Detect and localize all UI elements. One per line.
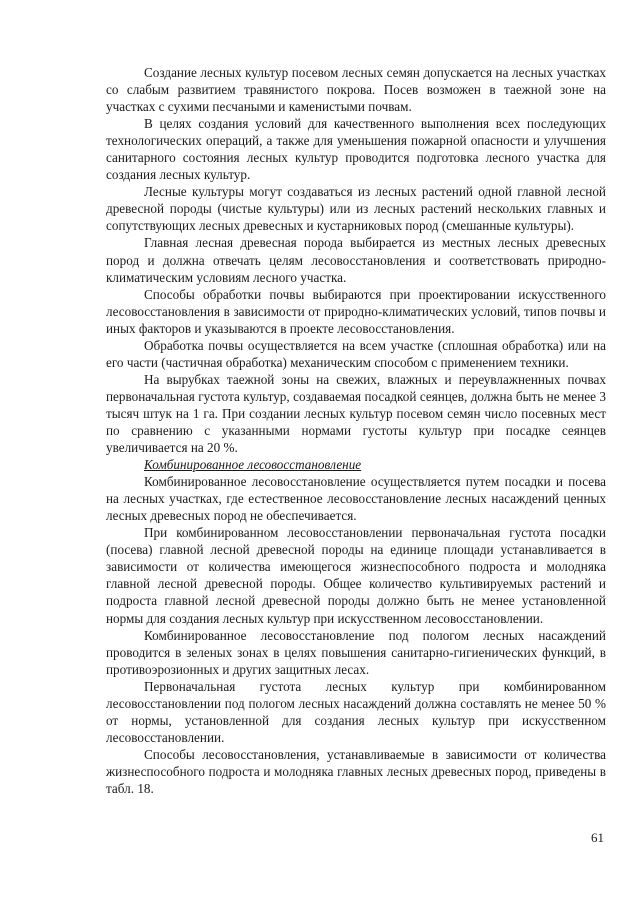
paragraph: Первоначальная густота лесных культур при комбинированном лесовосстановлении под пологом лесных насаждений должна составлять не менее 50 % от нормы, установленной для создания лесных культур при искусственном лесовосстановлении.: [106, 678, 606, 745]
paragraph: Способы лесовосстановления, устанавливаемые в зависимости от количества жизнеспособного подроста и молодняка главных лесных древесных пород, приведены в табл. 18.: [106, 746, 606, 796]
page-number: 61: [591, 830, 604, 845]
paragraph: Главная лесная древесная порода выбирается из местных лесных древесных пород и должна отвечать целям лесовосстановления и соответствовать природно-климатическим условиям лесного участка.: [106, 235, 606, 285]
paragraph: Лесные культуры могут создаваться из лесных растений одной главной лесной древесной породы (чистые культуры) или из лесных растений нескольких главных и сопутствующих лесных древесных и кустарниковых пород (смешанные культуры).: [106, 184, 606, 234]
paragraph: Комбинированное лесовосстановление под пологом лесных насаждений проводится в зеленых зонах в целях повышения санитарно-гигиенических функций, в противоэрозионных и других защитных лесах.: [106, 627, 606, 677]
body-text: [106, 64, 606, 797]
section-heading: Комбинированное лесовосстановление: [144, 457, 362, 473]
paragraph: При комбинированном лесовосстановлении первоначальная густота посадки (посева) главной лесной древесной породы на единице площади устанавливается в зависимости от количества имеющегося жизнеспособного подроста и молодняка главной лесной древесной породы. Общее количество культивируемых растений и подроста главной лесной древесной породы должно быть не менее установленной нормы для создания лесных культур при искусственном лесовосстановлении.: [106, 525, 606, 626]
paragraph: Способы обработки почвы выбираются при проектировании искусственного лесовосстановления в зависимости от природно-климатических условий, типов почвы и иных факторов и указываются в проекте лесовосстановления.: [106, 286, 606, 336]
paragraph: Обработка почвы осуществляется на всем участке (сплошная обработка) или на его части (частичная обработка) механическим способом с применением техники.: [106, 337, 606, 370]
paragraph: Комбинированное лесовосстановление осуществляется путем посадки и посева на лесных участках, где естественное лесовосстановление лесных насаждений ценных лесных древесных пород не обеспечивается.: [106, 474, 606, 524]
paragraph: Создание лесных культур посевом лесных семян допускается на лесных участках со слабым развитием травянистого покрова. Посев возможен в таежной зоне на участках с сухими песчаными и каменистыми почвам.: [106, 65, 606, 115]
paragraph: На вырубках таежной зоны на свежих, влажных и переувлажненных почвах первоначальная густота культур, создаваемая посадкой сеянцев, должна быть не менее 3 тысяч штук на 1 га. При создании лесных культур посевом семян число посевных мест по сравнению с указанными нормами густоты культур при посадке сеянцев увеличивается на 20 %.: [106, 371, 606, 456]
paragraph: В целях создания условий для качественного выполнения всех последующих технологических операций, а также для уменьшения пожарной опасности и улучшения санитарного состояния лесных культур проводится подготовка лесного участка для создания лесных культур.: [106, 116, 606, 183]
